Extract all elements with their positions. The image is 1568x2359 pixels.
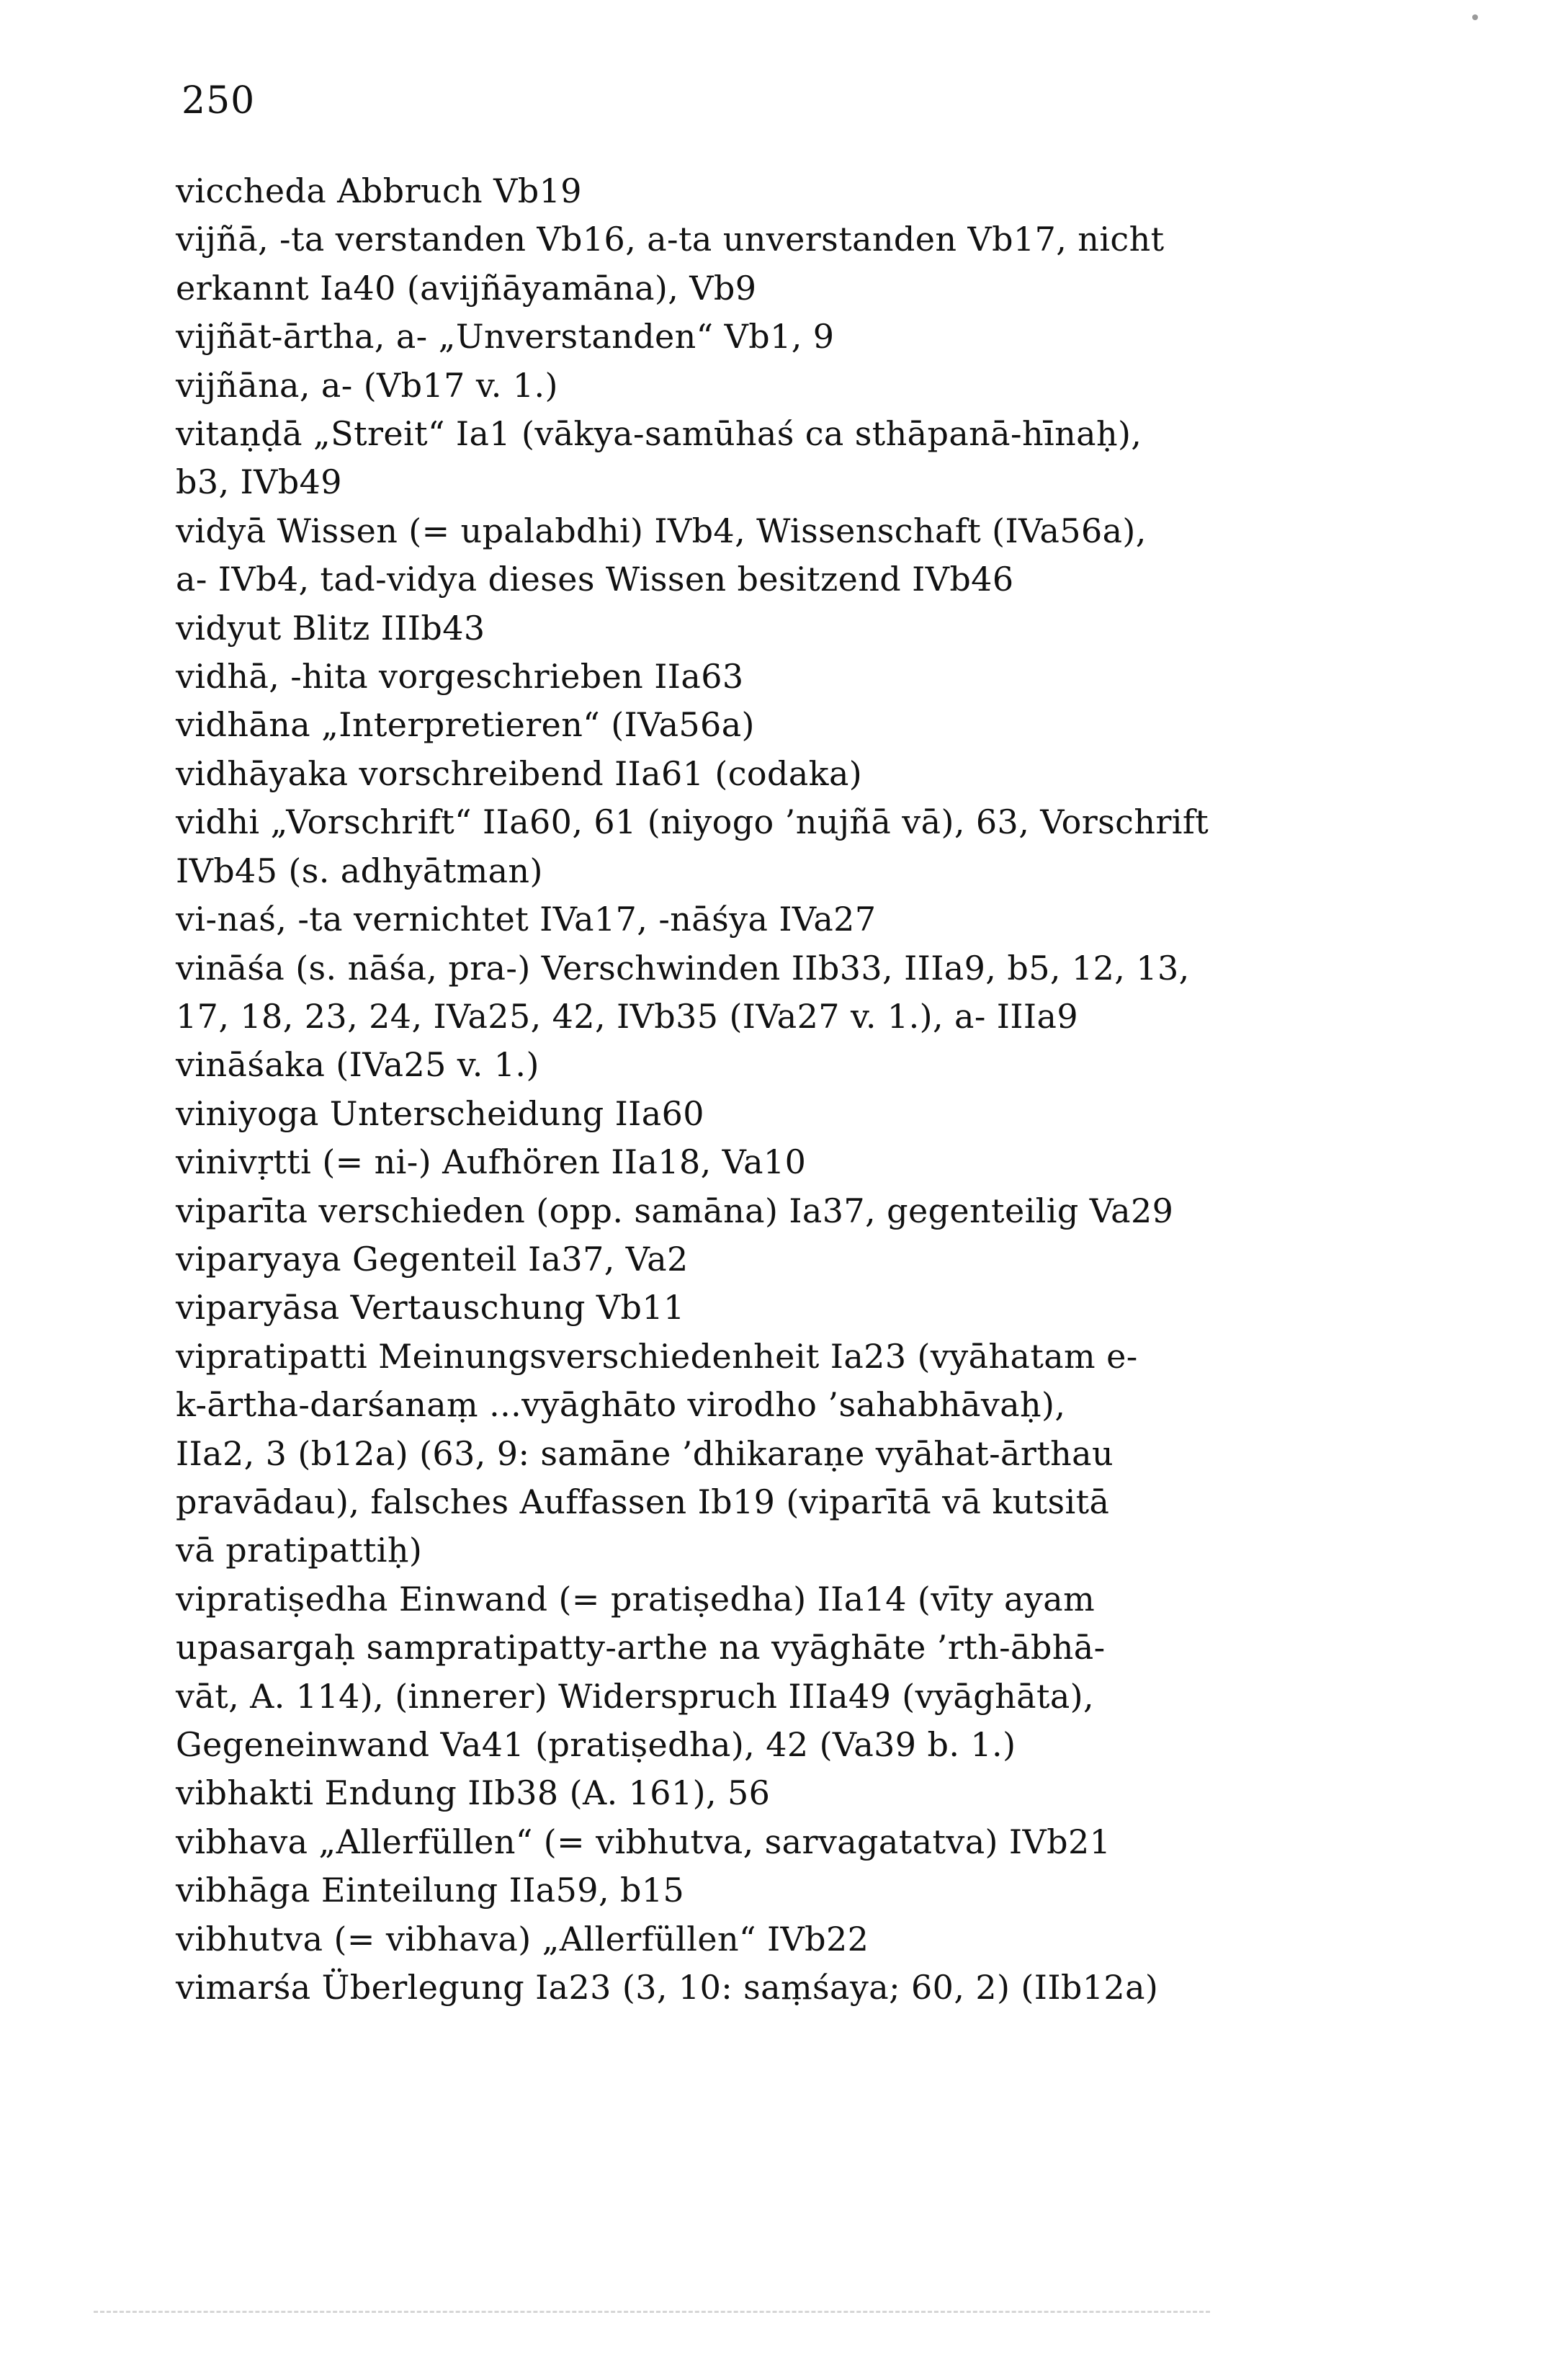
entry-line: vināśaka (IVa25 v. 1.) — [176, 1045, 539, 1085]
entry-line: viniyoga Unterscheidung IIa60 — [176, 1093, 704, 1133]
scan-speck — [1472, 14, 1478, 20]
glossary-entry — [176, 1575, 1350, 1770]
glossary-entry — [176, 1866, 1350, 1915]
glossary-entry — [176, 1187, 1350, 1235]
glossary-entry — [176, 798, 1350, 895]
entry-line: vitaṇḍā „Streit“ Ia1 (vākya-samūhaś ca sthāpanā-hīnaḥ), — [176, 414, 1142, 454]
glossary-entry — [176, 653, 1350, 701]
glossary-entry — [176, 507, 1350, 604]
entry-line: viparīta verschieden (opp. samāna) Ia37, gegenteilig Va29 — [176, 1191, 1174, 1230]
glossary-entry — [176, 410, 1350, 507]
entry-line: IVb45 (s. adhyātman) — [176, 851, 543, 890]
entry-line: viccheda Abbruch Vb19 — [176, 171, 582, 210]
entry-line: vibhava „Allerfüllen“ (= vibhutva, sarvagatatva) IVb21 — [176, 1822, 1111, 1861]
entry-line: b3, IVb49 — [176, 462, 342, 502]
glossary-entry — [176, 701, 1350, 749]
entry-line: vijñā, -ta verstanden Vb16, a-ta unverstanden Vb17, nicht — [176, 220, 1165, 259]
entry-line: vibhakti Endung IIb38 (A. 161), 56 — [176, 1773, 771, 1813]
glossary-entry — [176, 215, 1350, 313]
entry-line: vibhāga Einteilung IIa59, b15 — [176, 1871, 685, 1910]
entry-line: vā pratipattiḥ) — [176, 1531, 423, 1570]
entry-line: pravādau), falsches Auffassen Ib19 (viparītā vā kutsitā — [176, 1482, 1110, 1521]
entry-line: viparyaya Gegenteil Ia37, Va2 — [176, 1239, 689, 1279]
page-number: 250 — [182, 79, 256, 122]
entry-line: vimarśa Überlegung Ia23 (3, 10: saṃśaya; 60, 2) (IIb12a) — [176, 1968, 1159, 2007]
entry-line: IIa2, 3 (b12a) (63, 9: samāne ’dhikaraṇe vyāhat-ārthau — [176, 1433, 1114, 1473]
glossary-entry — [176, 895, 1350, 944]
glossary-entry — [176, 944, 1350, 1042]
glossary-entry — [176, 1284, 1350, 1332]
glossary-entry — [176, 1818, 1350, 1866]
entry-line: vidyā Wissen (= upalabdhi) IVb4, Wissenschaft (IVa56a), — [176, 511, 1147, 550]
glossary-entries — [176, 167, 1350, 2012]
entry-line: vijñāt-ārtha, a- „Unverstanden“ Vb1, 9 — [176, 317, 835, 357]
scan-artifact-line — [94, 2311, 1210, 2316]
entry-line: vidyut Blitz IIIb43 — [176, 608, 485, 648]
glossary-entry — [176, 1915, 1350, 1964]
glossary-entry — [176, 313, 1350, 361]
glossary-entry — [176, 1333, 1350, 1575]
entry-line: vipratiṣedha Einwand (= pratiṣedha) IIa14 (vīty ayam — [176, 1579, 1096, 1619]
glossary-entry — [176, 1964, 1350, 2012]
glossary-entry — [176, 1041, 1350, 1089]
entry-line: vi-naś, -ta vernichtet IVa17, -nāśya IVa27 — [176, 900, 877, 939]
glossary-entry — [176, 1138, 1350, 1186]
entry-line: upasargaḥ sampratipatty-arthe na vyāghāte ’rth-ābhā- — [176, 1628, 1106, 1668]
entry-line: k-ārtha-darśanaṃ ...vyāghāto virodho ’sahabhāvaḥ), — [176, 1385, 1066, 1425]
entry-line: vidhi „Vorschrift“ IIa60, 61 (niyogo ’nujñā vā), 63, Vorschrift — [176, 802, 1209, 842]
entry-line: Gegeneinwand Va41 (pratiṣedha), 42 (Va39 b. 1.) — [176, 1725, 1016, 1764]
glossary-entry — [176, 362, 1350, 410]
entry-line: vāt, A. 114), (innerer) Widerspruch IIIa49 (vyāghāta), — [176, 1676, 1095, 1716]
glossary-entry — [176, 1769, 1350, 1817]
entry-line: vidhāyaka vorschreibend IIa61 (codaka) — [176, 753, 863, 793]
glossary-entry — [176, 1235, 1350, 1284]
glossary-entry — [176, 604, 1350, 653]
entry-line: vinivṛtti (= ni-) Aufhören IIa18, Va10 — [176, 1142, 807, 1182]
glossary-entry — [176, 1090, 1350, 1138]
entry-line: vijñāna, a- (Vb17 v. 1.) — [176, 365, 558, 405]
entry-line: erkannt Ia40 (avijñāyamāna), Vb9 — [176, 268, 757, 308]
entry-line: vibhutva (= vibhava) „Allerfüllen“ IVb22 — [176, 1919, 869, 1959]
entry-line: vināśa (s. nāśa, pra-) Verschwinden IIb33, IIIa9, b5, 12, 13, — [176, 948, 1190, 988]
entry-line: vidhāna „Interpretieren“ (IVa56a) — [176, 705, 755, 745]
entry-line: vidhā, -hita vorgeschrieben IIa63 — [176, 657, 744, 697]
glossary-entry — [176, 167, 1350, 215]
entry-line: a- IVb4, tad-vidya dieses Wissen besitzend IVb46 — [176, 560, 1014, 599]
entry-line: vipratipatti Meinungsverschiedenheit Ia23 (vyāhatam e- — [176, 1336, 1138, 1376]
glossary-entry — [176, 750, 1350, 798]
entry-line: 17, 18, 23, 24, IVa25, 42, IVb35 (IVa27 v. 1.), a- IIIa9 — [176, 996, 1078, 1036]
entry-line: viparyāsa Vertauschung Vb11 — [176, 1288, 685, 1328]
